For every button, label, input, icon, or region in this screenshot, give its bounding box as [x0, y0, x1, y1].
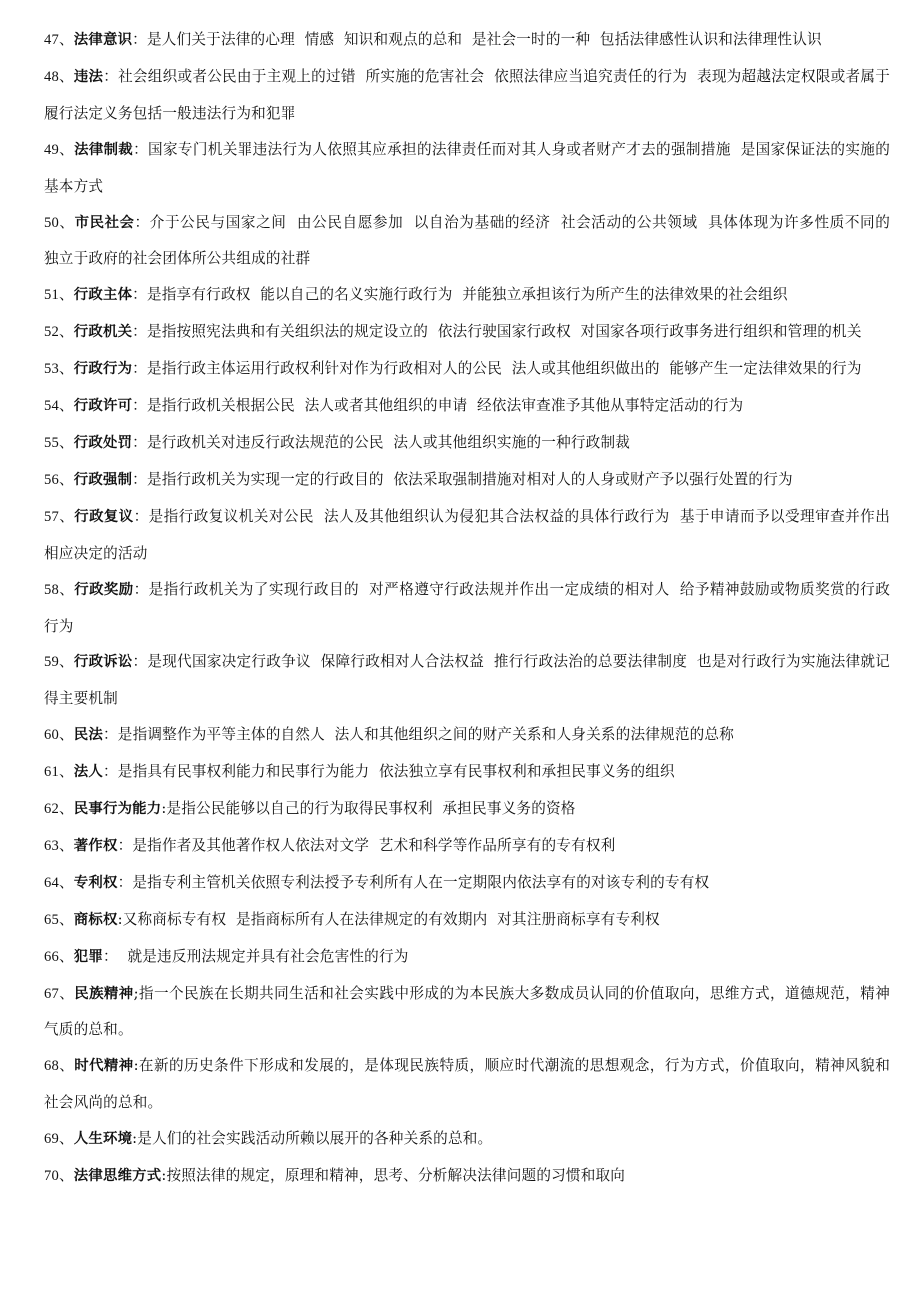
entry-definition: 是指享有行政权 能以自己的名义实施行政行为 并能独立承担该行为所产生的法律效果的社会组织 [146, 286, 788, 304]
entry-definition: 是人们的社会实践活动所赖以展开的各种关系的总和。 [137, 1130, 493, 1148]
entry-number: 60、 [44, 727, 74, 744]
entry-term: 行政主体 [73, 287, 133, 304]
glossary-entry [44, 976, 890, 1049]
glossary-entry [44, 499, 890, 572]
entry-number: 62、 [44, 801, 74, 818]
entry-definition: 是指行政机关为了实现行政目的 对严格遵守行政法规并作出一定成绩的相对人 给予精神鼓励或物质奖赏的行政行为 [44, 580, 890, 635]
entry-term: 行政处罚 [73, 434, 133, 451]
glossary-entry [44, 865, 890, 902]
entry-definition: 指一个民族在长期共同生活和社会实践中形成的为本民族大多数成员认同的价值取向，思维方式，道德规范，精神气质的总和。 [44, 984, 890, 1039]
entry-separator: ; [133, 984, 139, 1002]
glossary-entry [44, 59, 890, 132]
entry-definition: 是行政机关对违反行政法规范的公民 法人或其他组织实施的一种行政制裁 [146, 433, 631, 451]
glossary-entry [44, 1121, 890, 1158]
glossary-entry [44, 572, 890, 645]
glossary-entry [44, 791, 890, 828]
entry-definition: 是指专利主管机关依照专利法授予专利所有人在一定期限内依法享有的对该专利的专有权 [132, 873, 710, 891]
entry-term: 时代精神 [74, 1058, 134, 1075]
entry-definition: 是指调整作为平等主体的自然人 法人和其他组织之间的财产关系和人身关系的法律规范的总称 [117, 726, 735, 744]
entry-number: 54、 [44, 398, 74, 415]
entry-term: 市民社会 [74, 214, 135, 231]
entry-number: 53、 [44, 361, 74, 378]
entry-separator: ： [133, 140, 149, 158]
entry-number: 69、 [44, 1131, 74, 1148]
entry-term: 行政复议 [74, 508, 134, 525]
entry-separator: : [161, 1167, 167, 1185]
entry-separator: ： [117, 836, 133, 854]
glossary-entry [44, 902, 890, 939]
entry-definition: 又称商标专有权 是指商标所有人在法律规定的有效期内 对其注册商标享有专利权 [122, 910, 660, 928]
entry-separator: ： [102, 947, 118, 965]
entry-separator: : [133, 1057, 139, 1075]
entry-number: 50、 [44, 214, 75, 231]
entry-term: 犯罪 [73, 948, 103, 965]
entry-separator: ： [132, 470, 147, 488]
entry-number: 65、 [44, 911, 74, 928]
glossary-entry [44, 388, 890, 425]
glossary-entry [44, 314, 890, 351]
glossary-entry [44, 425, 890, 462]
entry-separator: ： [117, 873, 133, 891]
entry-separator: ： [133, 507, 149, 525]
glossary-entry [44, 828, 890, 865]
entry-definition: 在新的历史条件下形成和发展的，是体现民族特质，顺应时代潮流的思想观念，行为方式，价值取向，精神风貌和社会风尚的总和。 [44, 1057, 890, 1112]
entry-number: 47、 [44, 32, 74, 48]
entry-definition: 是指具有民事权利能力和民事行为能力 依法独立享有民事权利和承担民事义务的组织 [117, 763, 675, 781]
glossary-entry [44, 205, 900, 278]
entry-number: 68、 [44, 1058, 75, 1075]
glossary-entry [44, 1158, 890, 1195]
entry-definition: 是指作者及其他著作权人依法对文学 艺术和科学等作品所享有的专有权利 [132, 836, 616, 854]
glossary-entry [44, 1048, 890, 1121]
entry-definition: 是指行政机关为实现一定的行政目的 依法采取强制措施对相对人的人身或财产予以强行处置的行为 [146, 470, 793, 488]
entry-definition: 是指公民能够以自己的行为取得民事权利 承担民事义务的资格 [166, 800, 576, 818]
document-page [44, 22, 900, 1195]
entry-definition: 是现代国家决定行政争议 保障行政相对人合法权益 推行行政法治的总要法律制度 也是对行政行为实施法律就记得主要机制 [44, 653, 890, 708]
glossary-entry [44, 754, 890, 791]
entry-separator: ： [132, 286, 147, 304]
entry-number: 70、 [44, 1168, 74, 1185]
entry-separator: ： [102, 763, 118, 781]
entry-number: 58、 [44, 581, 75, 598]
entry-definition: 介于公民与国家之间 由公民自愿参加 以自治为基础的经济 社会活动的公共领域 具体体现为许多性质不同的 独立于政府的社会团体所公共组成的社群 [44, 213, 900, 268]
entry-term: 法律思维方式 [73, 1168, 162, 1185]
entry-separator: : [117, 910, 123, 928]
entry-term: 专利权 [73, 874, 118, 891]
entry-number: 66、 [44, 948, 74, 965]
entry-separator: : [161, 800, 167, 818]
entry-term: 民族精神 [74, 985, 134, 1002]
entry-definition: 国家专门机关罪违法行为人依照其应承担的法律责任而对其人身或者财产才去的强制措施 是国家保证法的实施的基本方式 [44, 140, 891, 195]
glossary-entry [44, 462, 890, 499]
entry-number: 52、 [44, 324, 74, 341]
entry-number: 49、 [44, 141, 75, 158]
entry-separator: ： [103, 67, 119, 85]
entry-definition: 社会组织或者公民由于主观上的过错 所实施的危害社会 依照法律应当追究责任的行为 表现为超越法定权限或者属于履行法定义务包括一般违法行为和犯罪 [44, 67, 890, 122]
entry-number: 61、 [44, 764, 74, 781]
entry-term: 著作权 [73, 837, 118, 854]
entry-number: 64、 [44, 874, 74, 891]
entry-separator: ： [132, 360, 147, 378]
entry-separator: ： [132, 397, 147, 415]
entry-separator: ： [132, 31, 147, 48]
entry-definition: 是指按照宪法典和有关组织法的规定设立的 依法行驶国家行政权 对国家各项行政事务进行组织和管理的机关 [146, 323, 862, 341]
entry-definition: 按照法律的规定，原理和精神，思考、分析解决法律问题的习惯和取向 [166, 1167, 626, 1185]
entry-term: 行政诉讼 [73, 654, 133, 671]
entry-separator: ： [102, 726, 118, 744]
entry-term: 民事行为能力 [73, 801, 162, 818]
entry-separator: ： [133, 580, 149, 598]
glossary-entry [44, 132, 890, 205]
glossary-entry [44, 717, 890, 754]
entry-number: 67、 [44, 985, 75, 1002]
glossary-entry [44, 22, 890, 59]
entry-definition: 就是违反刑法规定并具有社会危害性的行为 [117, 947, 409, 965]
entry-term: 行政行为 [73, 361, 133, 378]
entry-definition: 是人们关于法律的心理 情感 知识和观点的总和 是社会一时的一种 包括法律感性认识和法律理性认识 [146, 31, 822, 48]
entry-separator: : [132, 1130, 138, 1148]
entry-term: 法人 [73, 764, 103, 781]
entry-definition: 是指行政主体运用行政权利针对作为行政相对人的公民 法人或其他组织做出的 能够产生一定法律效果的行为 [146, 360, 862, 378]
entry-number: 57、 [44, 508, 75, 525]
entry-term: 行政强制 [73, 471, 133, 488]
entry-term: 商标权 [73, 911, 118, 928]
entry-definition: 是指行政复议机关对公民 法人及其他组织认为侵犯其合法权益的具体行政行为 基于申请而予以受理审查并作出相应决定的活动 [44, 507, 890, 562]
entry-definition: 是指行政机关根据公民 法人或者其他组织的申请 经依法审查准予其他从事特定活动的行为 [146, 397, 744, 415]
entry-term: 行政机关 [73, 324, 133, 341]
entry-term: 法律意识 [73, 32, 133, 48]
entry-number: 63、 [44, 837, 74, 854]
entry-number: 48、 [44, 68, 74, 85]
entry-number: 59、 [44, 654, 74, 671]
entry-number: 51、 [44, 287, 74, 304]
glossary-entry [44, 939, 890, 976]
entry-term: 民法 [73, 727, 103, 744]
entry-number: 56、 [44, 471, 74, 488]
entry-term: 人生环境 [73, 1131, 133, 1148]
entry-separator: ： [132, 433, 147, 451]
entry-term: 行政许可 [73, 398, 133, 415]
entry-number: 55、 [44, 434, 74, 451]
entry-term: 行政奖励 [74, 581, 134, 598]
entry-term: 法律制裁 [74, 141, 134, 158]
glossary-entry [44, 277, 890, 314]
glossary-entry [44, 351, 890, 388]
entry-term: 违法 [73, 68, 104, 85]
entry-separator: ： [132, 323, 147, 341]
entry-separator: ： [132, 653, 148, 671]
entry-separator: ： [134, 213, 150, 231]
glossary-entry [44, 644, 890, 717]
